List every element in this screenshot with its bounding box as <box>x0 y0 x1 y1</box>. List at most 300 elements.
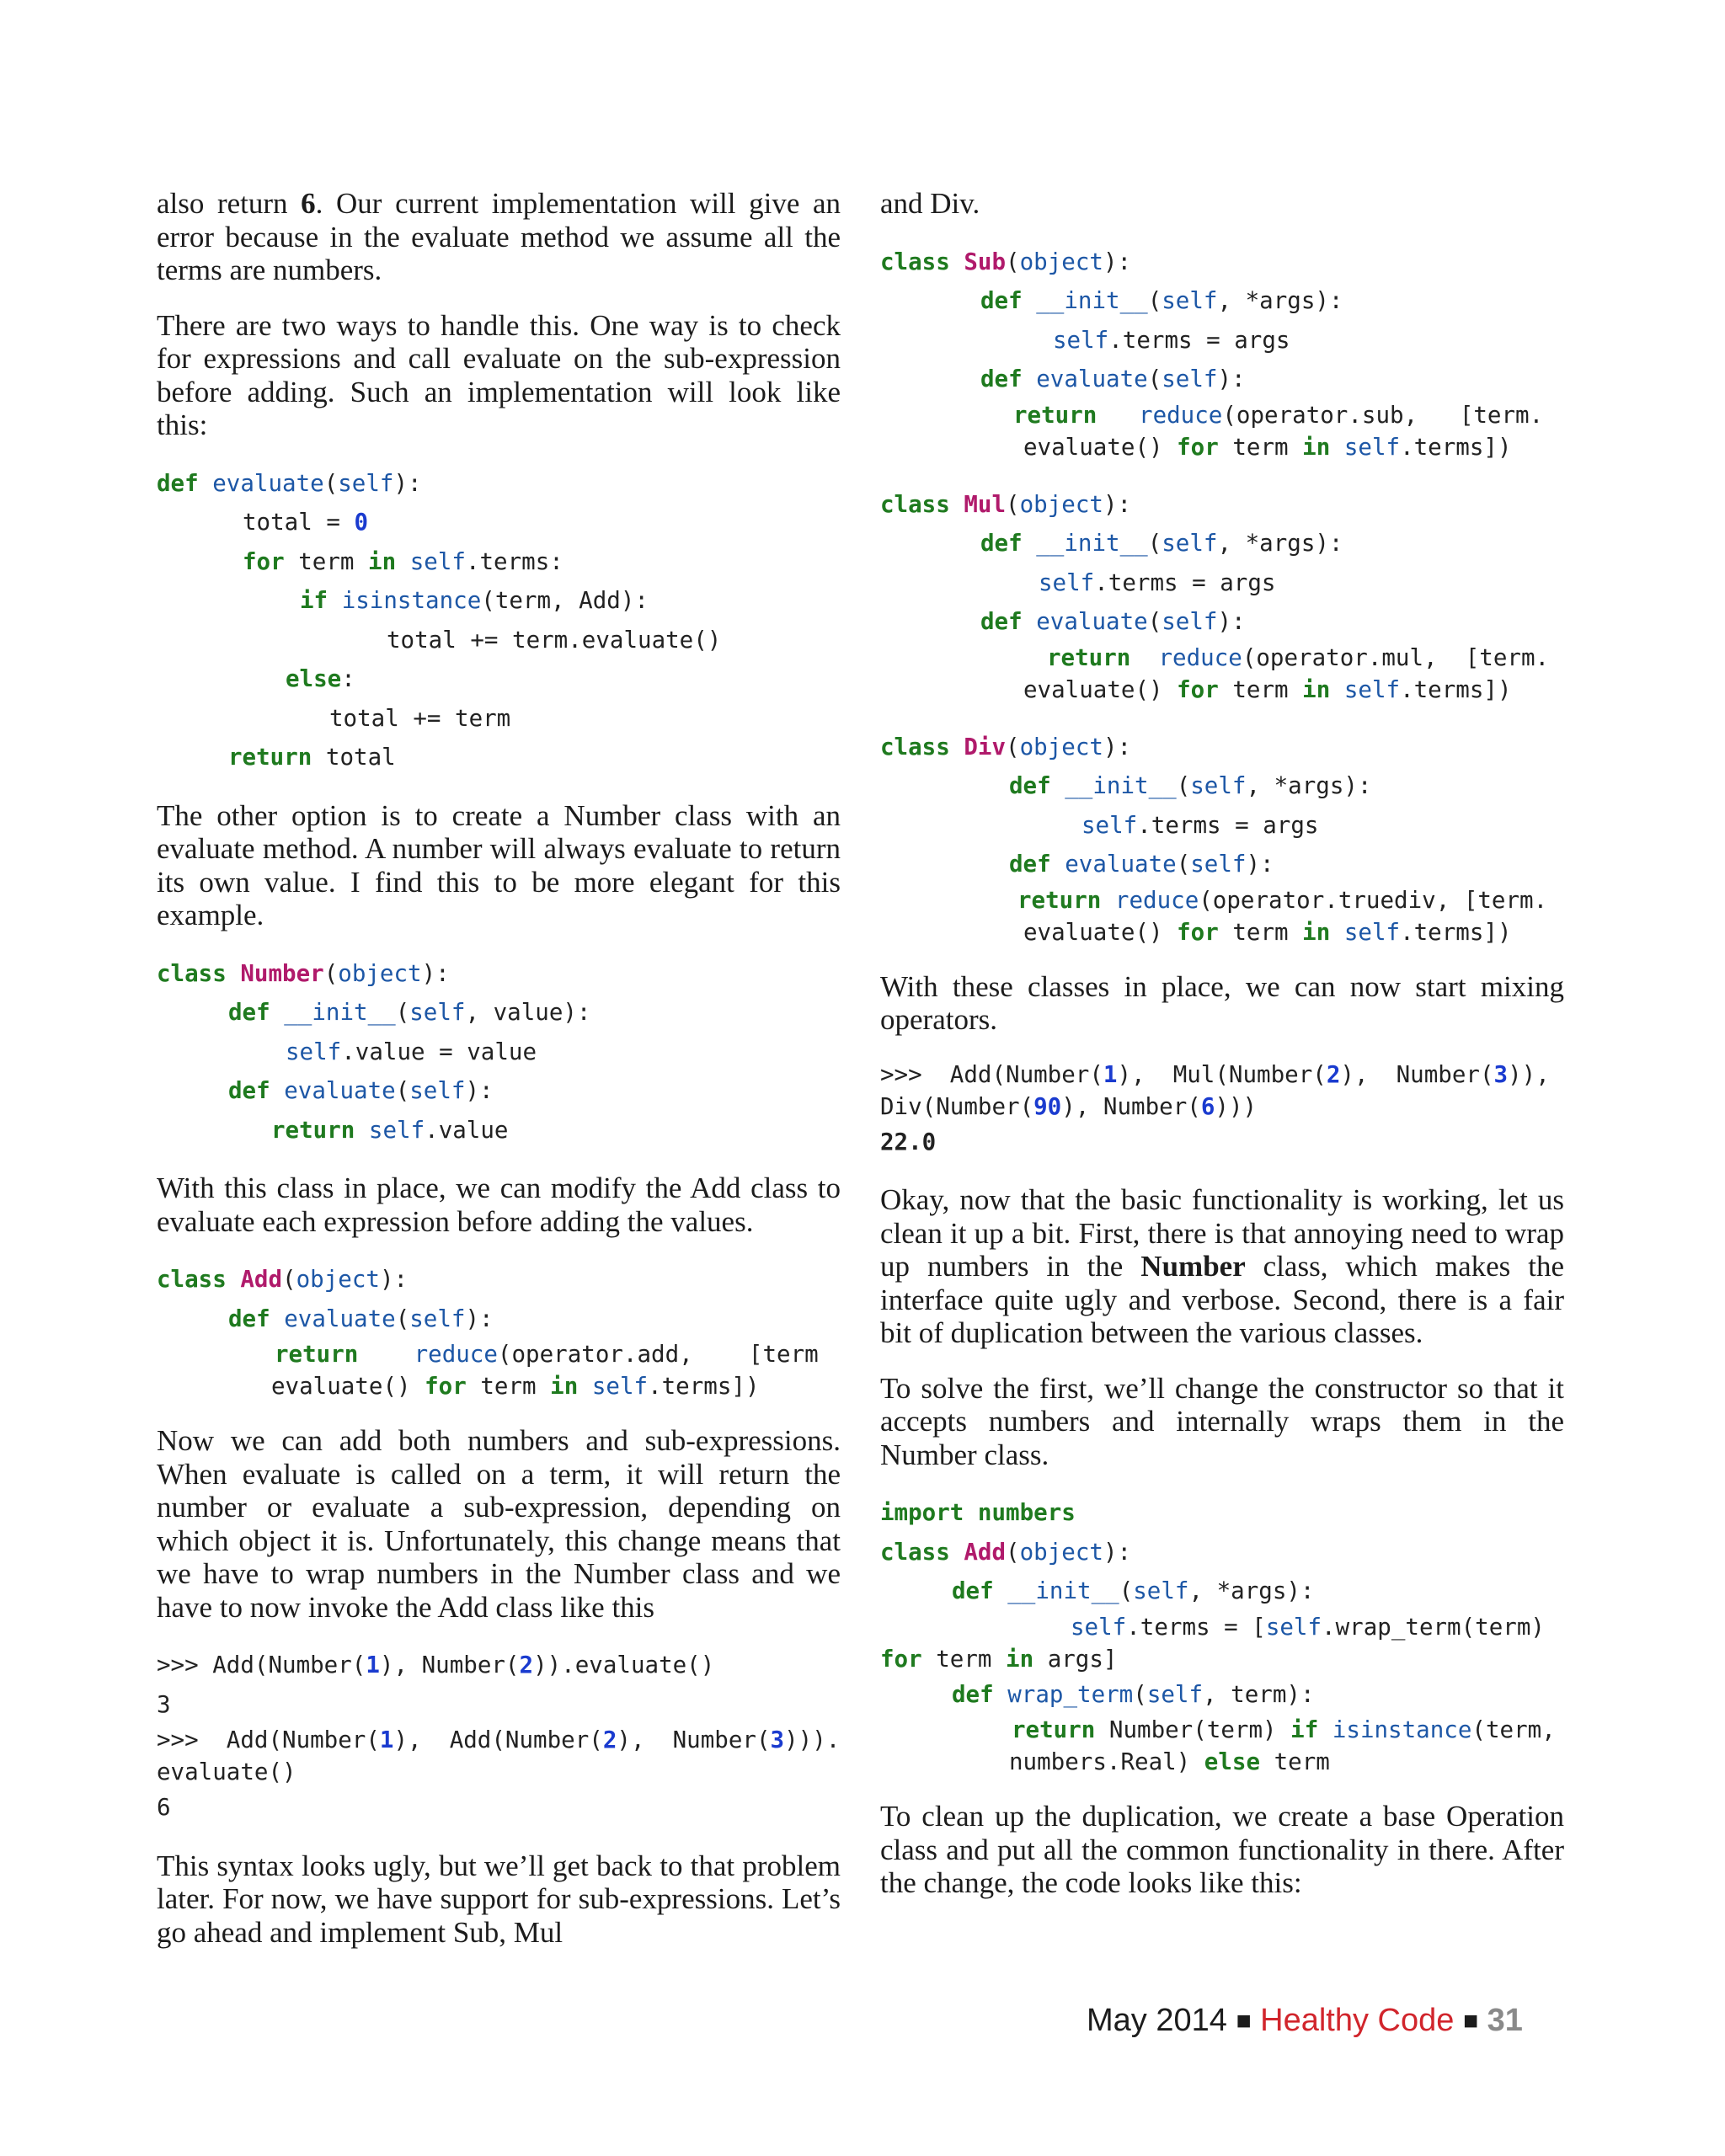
builtin-name: isinstance <box>1332 1716 1472 1743</box>
code-text: ): <box>1103 733 1132 760</box>
code-text: >>> Add(Number( <box>157 1652 366 1678</box>
code-line <box>880 399 1564 431</box>
keyword: def <box>980 287 1023 314</box>
code-text <box>578 1373 592 1400</box>
paragraph: and Div. <box>880 187 980 220</box>
code-text: ( <box>1147 530 1162 557</box>
code-text: ))) <box>1215 1092 1258 1120</box>
code-text: .terms: <box>465 547 563 575</box>
code-text: , *args): <box>1246 772 1372 799</box>
code-text: total += term <box>329 704 511 732</box>
code-line <box>880 1572 1564 1611</box>
code-text: ): <box>1103 1538 1132 1566</box>
code-text: (term, Add): <box>481 587 649 614</box>
builtin-name: object <box>338 959 422 987</box>
code-text: (term, <box>1471 1716 1556 1743</box>
code-text: : <box>341 665 355 692</box>
code-text: ))). <box>784 1726 841 1753</box>
keyword: class <box>880 248 950 275</box>
code-line <box>880 642 1564 674</box>
keyword: def <box>228 1077 270 1104</box>
code-text <box>950 248 964 275</box>
keyword: return <box>1012 1716 1096 1743</box>
builtin-name: reduce <box>1114 886 1199 914</box>
bold-term: Number <box>1140 1250 1246 1283</box>
code-text: .terms = args <box>1094 568 1276 596</box>
code-text: ): <box>421 959 450 987</box>
code-text <box>1023 530 1037 557</box>
keyword: return <box>1017 886 1102 914</box>
code-line <box>880 674 1564 706</box>
self-token: self <box>1081 811 1138 839</box>
right-column <box>880 187 1564 1922</box>
code-line <box>880 766 1564 806</box>
code-text: ( <box>1176 772 1191 799</box>
code-text <box>1330 676 1344 703</box>
self-token: self <box>338 469 394 497</box>
keyword: in <box>1302 918 1331 946</box>
keyword: in <box>368 547 397 575</box>
function-name: wrap_term <box>1007 1680 1134 1708</box>
code-text: term <box>1218 918 1303 946</box>
code-line <box>157 1299 841 1339</box>
code-line <box>880 524 1564 563</box>
code-text <box>1023 366 1037 392</box>
code-text: ( <box>1147 366 1162 392</box>
code-block-sub-class <box>880 243 1564 463</box>
code-block-add-evaluate <box>157 1260 841 1402</box>
code-text <box>950 734 964 760</box>
module-name: numbers <box>977 1499 1076 1526</box>
self-token: self <box>1162 287 1218 314</box>
code-line <box>880 1611 1564 1643</box>
self-token: self <box>1190 772 1247 799</box>
code-text <box>270 999 285 1026</box>
code-line <box>880 602 1564 642</box>
function-name: __init__ <box>1036 530 1148 557</box>
function-name: __init__ <box>284 999 396 1026</box>
code-line <box>157 738 841 777</box>
code-line <box>880 916 1564 948</box>
code-line <box>880 243 1564 282</box>
code-text: , *args): <box>1188 1577 1315 1604</box>
function-name: evaluate <box>1065 851 1177 878</box>
code-text <box>227 1266 241 1293</box>
code-line <box>880 1746 1564 1778</box>
left-column <box>157 187 841 1971</box>
code-text: >>> Add(Number( <box>157 1726 380 1753</box>
keyword: in <box>1302 433 1331 461</box>
code-line <box>880 845 1564 884</box>
code-text <box>1051 772 1065 799</box>
code-text <box>270 1305 285 1332</box>
code-text: .value <box>425 1116 509 1144</box>
code-text <box>1051 851 1065 878</box>
keyword: def <box>980 608 1023 635</box>
keyword: class <box>880 1538 950 1566</box>
keyword: return <box>228 744 312 771</box>
keyword: def <box>228 1305 270 1332</box>
number-literal: 2 <box>1326 1060 1341 1088</box>
function-name: __init__ <box>1036 287 1148 314</box>
paragraph: With these classes in place, we can now start mixing operators. <box>880 969 1564 1036</box>
code-text: .terms]) <box>1400 433 1512 461</box>
code-line <box>880 884 1564 916</box>
bold-value: 6 <box>301 187 316 220</box>
function-name: evaluate <box>1036 366 1148 392</box>
code-line <box>157 581 841 621</box>
code-text: (operator.sub, [term. <box>1222 401 1544 429</box>
code-line <box>880 1091 1564 1123</box>
keyword: def <box>157 469 199 497</box>
keyword: for <box>1177 918 1219 946</box>
code-text: ( <box>1176 851 1191 878</box>
code-text: term <box>1218 433 1303 461</box>
keyword: def <box>1009 851 1051 878</box>
text: Okay, now that the basic functionality is working, let us clean it up a bit. First, there is that annoying need to wrap up numbers in the <box>880 1183 1564 1283</box>
class-name: Add <box>240 1266 283 1293</box>
keyword: in <box>1006 1645 1034 1673</box>
number-literal: 0 <box>354 509 369 536</box>
code-text <box>358 1341 414 1368</box>
code-text: .terms]) <box>1400 918 1512 946</box>
self-token: self <box>591 1373 649 1400</box>
code-text: (operator.truediv, [term. <box>1199 886 1548 914</box>
class-name: Sub <box>964 248 1007 275</box>
keyword: if <box>300 587 328 614</box>
code-line <box>157 1033 841 1072</box>
keyword: def <box>952 1577 994 1604</box>
function-name: __init__ <box>1065 772 1177 799</box>
code-text: ): <box>379 1266 409 1293</box>
keyword: def <box>952 1680 994 1708</box>
code-text: ), Number( <box>1340 1060 1494 1088</box>
code-text <box>1330 919 1344 946</box>
code-text <box>1023 608 1037 635</box>
code-line <box>880 360 1564 399</box>
code-line <box>880 485 1564 525</box>
code-output: 22.0 <box>880 1128 937 1155</box>
code-text: ): <box>1217 608 1246 635</box>
code-block-repl <box>157 1646 841 1828</box>
keyword: class <box>157 959 227 987</box>
code-text: ): <box>465 1077 494 1104</box>
separator-square-icon: ■ <box>1236 2007 1252 2035</box>
keyword: if <box>1290 1716 1319 1743</box>
class-name: Number <box>240 959 324 987</box>
code-text: total += term.evaluate() <box>387 626 722 654</box>
class-name: Add <box>964 1538 1007 1566</box>
keyword: return <box>271 1116 355 1144</box>
class-name: Mul <box>964 490 1007 518</box>
code-text: term <box>466 1373 551 1400</box>
code-line <box>157 1111 841 1150</box>
code-text <box>994 1681 1008 1708</box>
code-text: term <box>1218 675 1303 703</box>
code-text: evaluate() <box>1023 433 1178 461</box>
code-text: .terms]) <box>1400 675 1512 703</box>
code-text: evaluate() <box>271 1373 425 1400</box>
code-line <box>157 1724 841 1756</box>
code-block-div-class <box>880 728 1564 948</box>
code-text: ): <box>393 469 422 497</box>
code-text <box>1318 1716 1332 1743</box>
code-line <box>880 1059 1564 1091</box>
code-line <box>157 1338 841 1370</box>
code-text: ), Number( <box>379 1652 520 1678</box>
builtin-name: object <box>296 1266 380 1293</box>
code-text: ( <box>1006 490 1020 518</box>
code-text: Number(term) <box>1095 1716 1291 1743</box>
code-line <box>157 1370 841 1402</box>
keyword: for <box>1177 675 1219 703</box>
code-text: .value = value <box>341 1038 537 1065</box>
keyword: in <box>1302 675 1331 703</box>
self-token: self <box>1053 326 1109 354</box>
class-name: Div <box>964 733 1007 760</box>
code-block-mixed-repl <box>880 1059 1564 1162</box>
code-text: , value): <box>465 999 591 1026</box>
code-text: ( <box>1006 1538 1020 1566</box>
paragraph: To clean up the duplication, we create a base Operation class and put all the common functionality in there. After the change, the code looks like this: <box>880 1800 1564 1899</box>
keyword: return <box>1047 643 1131 671</box>
code-text: evaluate() <box>1023 675 1178 703</box>
code-line <box>157 464 841 504</box>
paragraph: There are two ways to handle this. One way is to check for expressions and call evaluate on the sub-expression before adding. Such an implementation will look like this: <box>157 308 841 441</box>
code-line <box>157 503 841 542</box>
code-line <box>157 621 841 660</box>
code-text: )).evaluate() <box>533 1652 715 1678</box>
code-line <box>157 1260 841 1299</box>
code-text: numbers.Real) <box>1009 1748 1204 1775</box>
keyword: def <box>980 366 1023 392</box>
builtin-name: reduce <box>1139 401 1223 429</box>
code-text <box>950 1539 964 1566</box>
self-token: self <box>1039 568 1095 596</box>
code-line <box>157 1071 841 1111</box>
code-text: .terms = args <box>1137 811 1319 839</box>
number-literal: 2 <box>519 1652 534 1678</box>
code-text: .wrap_term(term) <box>1322 1613 1545 1641</box>
builtin-name: isinstance <box>341 587 482 614</box>
self-token: self <box>1133 1577 1189 1604</box>
builtin-name: object <box>1019 248 1103 275</box>
self-token: self <box>1343 918 1401 946</box>
builtin-name: object <box>1019 733 1103 760</box>
number-literal: 1 <box>1103 1060 1118 1088</box>
code-text: ), Number( <box>1061 1092 1201 1120</box>
self-token: self <box>409 1077 466 1104</box>
builtin-name: object <box>1019 490 1103 518</box>
keyword: for <box>880 1645 922 1673</box>
builtin-name: reduce <box>414 1341 498 1368</box>
code-line <box>157 1646 841 1685</box>
function-name: evaluate <box>284 1077 396 1104</box>
code-text: ( <box>1133 1680 1147 1708</box>
keyword: class <box>880 733 950 760</box>
code-block-evaluate <box>157 464 841 777</box>
code-text: ): <box>465 1305 494 1332</box>
code-line <box>157 542 841 582</box>
code-line <box>880 728 1564 767</box>
self-token: self <box>1146 1680 1204 1708</box>
code-line <box>157 699 841 739</box>
self-token: self <box>1071 1613 1127 1641</box>
code-text <box>964 1499 978 1526</box>
number-literal: 3 <box>1493 1060 1509 1088</box>
self-token: self <box>286 1038 342 1065</box>
number-literal: 90 <box>1033 1092 1062 1120</box>
keyword: return <box>1013 401 1097 429</box>
code-text <box>355 1117 369 1144</box>
code-text <box>1101 887 1115 914</box>
function-name: evaluate <box>284 1305 396 1332</box>
self-token: self <box>1190 851 1247 878</box>
code-text: ( <box>1119 1577 1134 1604</box>
text: class, which makes the interface quite ugly and verbose. Second, there is a fair bit of duplication between the various classes. <box>880 1250 1564 1349</box>
code-line: evaluate() <box>157 1758 296 1785</box>
paragraph <box>157 187 841 287</box>
code-line <box>880 1675 1564 1715</box>
code-text: .terms = args <box>1108 326 1290 354</box>
builtin-name: object <box>1019 1538 1103 1566</box>
paragraph: The other option is to create a Number class with an evaluate method. A number will always evaluate to return its own value. I find this to be more elegant for this example. <box>157 798 841 931</box>
function-name: __init__ <box>1007 1577 1119 1604</box>
keyword: for <box>1177 433 1219 461</box>
code-text: ), Mul(Number( <box>1117 1060 1327 1088</box>
number-literal: 3 <box>770 1726 785 1753</box>
code-line <box>157 993 841 1033</box>
code-text: term <box>921 1645 1007 1673</box>
keyword: for <box>243 547 285 575</box>
code-text: total <box>312 744 396 771</box>
code-text <box>396 548 410 575</box>
code-text <box>994 1577 1008 1604</box>
code-text: ( <box>1147 287 1162 314</box>
function-name: evaluate <box>1036 608 1148 635</box>
page-footer <box>1087 2003 1523 2039</box>
code-block-mul-class <box>880 485 1564 706</box>
code-line <box>880 431 1564 463</box>
code-block-number-class <box>157 954 841 1150</box>
keyword: for <box>425 1373 467 1400</box>
code-output: 3 <box>157 1690 171 1718</box>
function-name: evaluate <box>212 469 324 497</box>
self-token: self <box>1265 1613 1322 1641</box>
code-text: args] <box>1033 1645 1118 1673</box>
text: also return <box>157 187 302 220</box>
code-text: ( <box>395 999 410 1026</box>
code-text: term <box>284 547 369 575</box>
self-token: self <box>409 999 466 1026</box>
code-text <box>227 960 241 987</box>
code-line <box>880 1714 1564 1746</box>
code-text: term <box>1260 1748 1330 1775</box>
self-token: self <box>1343 675 1401 703</box>
code-line <box>880 563 1564 603</box>
keyword: in <box>550 1373 579 1400</box>
code-text: ): <box>1217 366 1246 392</box>
code-text: , *args): <box>1217 530 1343 557</box>
code-line <box>157 954 841 994</box>
code-text: ( <box>1006 248 1020 275</box>
code-text: )), <box>1508 1060 1550 1088</box>
code-text <box>1023 287 1037 314</box>
paragraph: This syntax looks ugly, but we’ll get back to that problem later. For now, we have support for sub-expressions. Let’s go ahead and implement Sub, Mul <box>157 1849 841 1949</box>
code-text: ( <box>1147 608 1162 635</box>
code-text: evaluate() <box>1023 918 1178 946</box>
code-text: ( <box>1006 733 1020 760</box>
code-text: total = <box>243 509 355 536</box>
self-token: self <box>1162 366 1218 392</box>
code-output: 6 <box>157 1794 171 1821</box>
keyword: def <box>1009 772 1051 799</box>
paragraph <box>880 1183 1564 1350</box>
magazine-name: Healthy Code <box>1260 2003 1455 2038</box>
keyword: import <box>880 1499 964 1526</box>
separator-square-icon: ■ <box>1462 2007 1479 2035</box>
self-token: self <box>409 1305 466 1332</box>
code-text: , term): <box>1203 1680 1315 1708</box>
code-text: ), Add(Number( <box>393 1726 603 1753</box>
number-literal: 6 <box>1200 1092 1215 1120</box>
code-line <box>880 1643 1564 1675</box>
code-text <box>1330 434 1344 461</box>
code-line <box>880 1533 1564 1572</box>
keyword: class <box>880 490 950 518</box>
number-literal: 2 <box>602 1726 617 1753</box>
code-text: (operator.mul, [term. <box>1242 643 1550 671</box>
code-block-import-add <box>880 1493 1564 1778</box>
code-line <box>880 806 1564 846</box>
code-text: ( <box>323 469 339 497</box>
keyword: def <box>228 999 270 1026</box>
code-text: ( <box>323 959 339 987</box>
code-line <box>880 1493 1564 1533</box>
code-text: , *args): <box>1217 287 1343 314</box>
builtin-name: reduce <box>1158 643 1242 671</box>
code-text: Div(Number( <box>880 1092 1034 1120</box>
code-text <box>270 1077 285 1104</box>
self-token: self <box>409 547 466 575</box>
code-text: (operator.add, [term <box>497 1341 819 1368</box>
code-line <box>157 659 841 699</box>
code-line <box>880 321 1564 360</box>
issue-date: May 2014 <box>1087 2003 1227 2038</box>
self-token: self <box>368 1116 425 1144</box>
self-token: self <box>1343 433 1401 461</box>
keyword: return <box>275 1341 359 1368</box>
self-token: self <box>1162 608 1218 635</box>
self-token: self <box>1162 530 1218 557</box>
code-text <box>950 491 964 518</box>
code-text <box>328 587 342 614</box>
paragraph: With this class in place, we can modify the Add class to evaluate each expression before adding the values. <box>157 1171 841 1238</box>
number-literal: 1 <box>366 1652 380 1678</box>
paragraph: Now we can add both numbers and sub-expressions. When evaluate is called on a term, it will return the number or evaluate a sub-expression, depending on which object it is. Unfortunately, this change means that we have to wrap numbers in the Number class and we have to now invoke the Add class like this <box>157 1424 841 1624</box>
code-line <box>880 281 1564 321</box>
code-text: ( <box>282 1266 296 1293</box>
code-text: ( <box>395 1077 410 1104</box>
keyword: else <box>286 665 342 692</box>
code-text: >>> Add(Number( <box>880 1060 1103 1088</box>
code-text <box>1097 402 1139 429</box>
code-text: .terms]) <box>648 1373 760 1400</box>
keyword: class <box>157 1266 227 1293</box>
keyword: else <box>1204 1748 1261 1775</box>
keyword: def <box>980 530 1023 557</box>
code-text <box>1130 644 1158 671</box>
